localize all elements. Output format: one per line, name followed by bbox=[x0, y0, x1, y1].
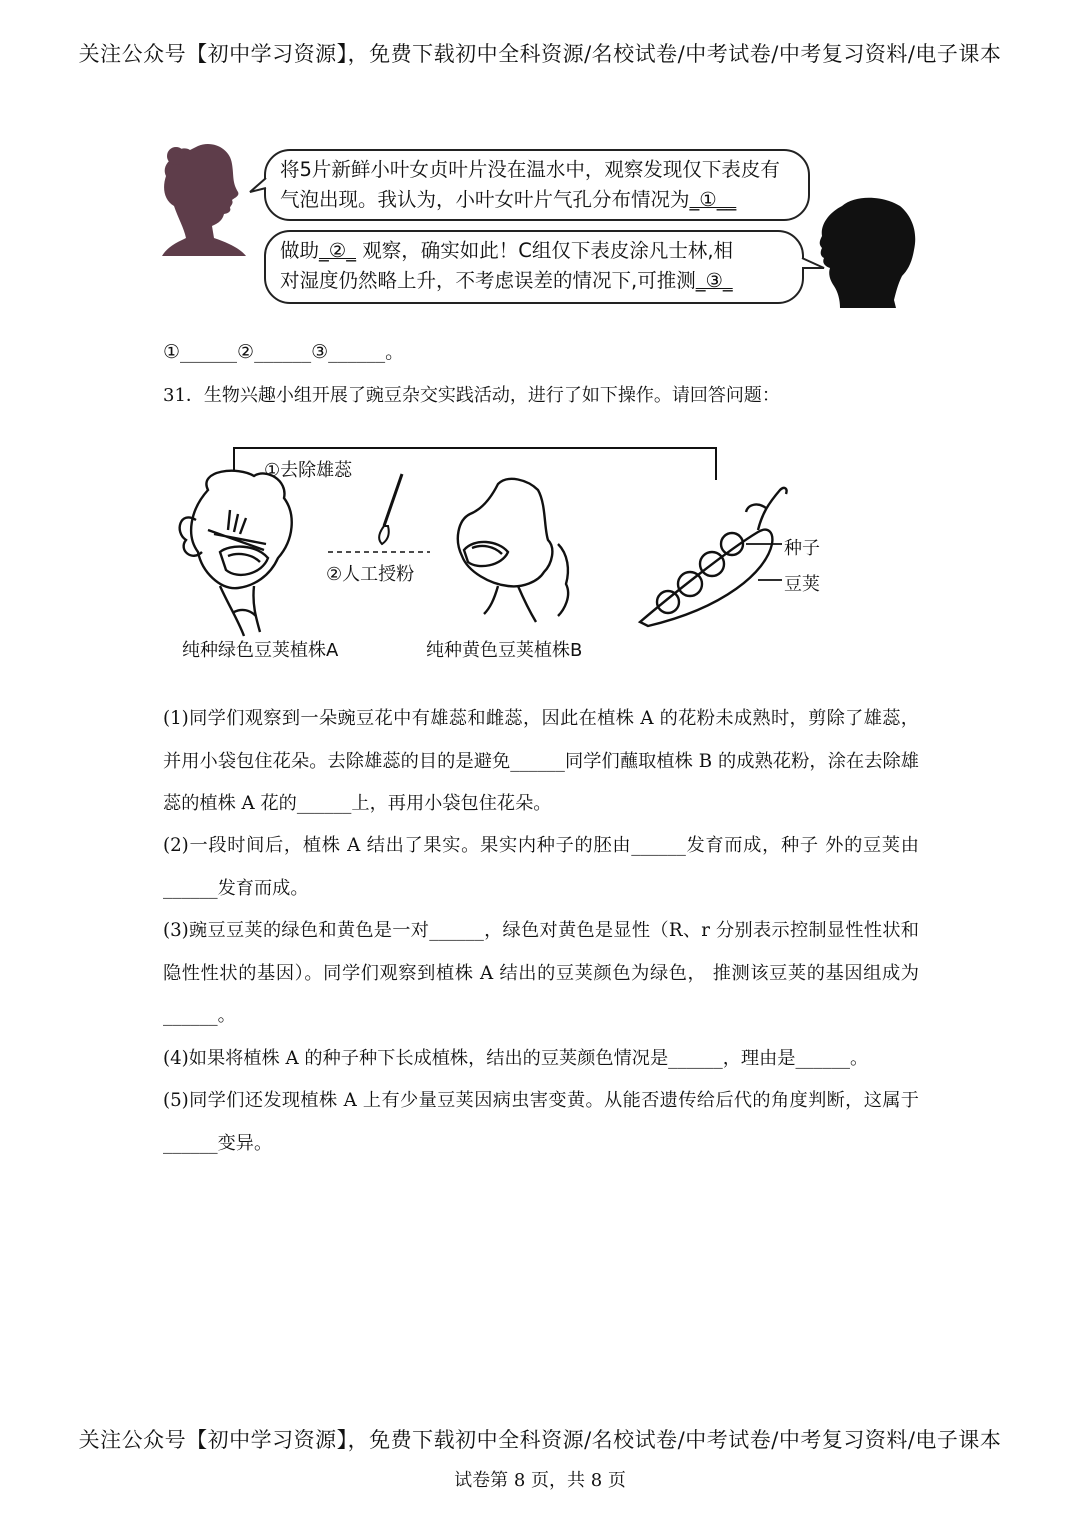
question-title: 31．生物兴趣小组开展了豌豆杂交实践活动，进行了如下操作。请回答问题： bbox=[163, 385, 780, 406]
flower-b-icon bbox=[458, 479, 568, 622]
question-part-1: (1)同学们观察到一朵豌豆花中有雄蕊和雌蕊，因此在植株 A 的花粉未成熟时，剪除了雄蕊，并用小袋包住花朵。去除雄蕊的目的是避免______同学们蘸取植株 B 的成熟花粉，涂在去除雄蕊的植株 A 花的______上，再用小袋包住花朵。 bbox=[163, 708, 919, 814]
speech-bubble-woman bbox=[264, 149, 810, 221]
plant-a-label: 纯种绿色豆荚植株A bbox=[182, 640, 339, 661]
question-part-5: (5)同学们还发现植株 A 上有少量豆荚因病虫害变黄。从能否遗传给后代的角度判断，这属于______变异。 bbox=[163, 1090, 919, 1154]
question-part-2: (2)一段时间后，植株 A 结出了果实。果实内种子的胚由______发育而成，种子 外的豆荚由______发育而成。 bbox=[163, 835, 919, 899]
bubble2-line1a: 做助 bbox=[280, 239, 320, 262]
page-number: 试卷第 8 页，共 8 页 bbox=[454, 1470, 626, 1491]
woman-silhouette-icon bbox=[160, 142, 248, 256]
speech-bubble-man bbox=[264, 230, 804, 304]
blank-2: _②_ bbox=[319, 239, 356, 262]
pea-cross-diagram bbox=[168, 440, 848, 670]
footer-banner: 关注公众号【初中学习资源】，免费下载初中全科资源/名校试卷/中考试卷/中考复习资料/电子课本 bbox=[78, 1428, 1002, 1452]
bubble2-line1b: 观察，确实如此！C组仅下表皮涂凡士林,相 bbox=[362, 239, 734, 262]
blank-3: _③_ bbox=[695, 269, 733, 292]
pea-pod-icon bbox=[640, 488, 787, 626]
bubble1-tail bbox=[248, 176, 268, 198]
bubble2-tail bbox=[800, 254, 826, 276]
plant-b-label: 纯种黄色豆荚植株B bbox=[426, 640, 583, 661]
bubble1-line2: 气泡出现。我认为，小叶女叶片气孔分布情况为 bbox=[280, 188, 690, 211]
seed-label: 种子 bbox=[784, 538, 820, 559]
header-banner: 关注公众号【初中学习资源】，免费下载初中全科资源/名校试卷/中考试卷/中考复习资料/电子课本 bbox=[78, 42, 1002, 66]
answer-line: ①______②______③______。 bbox=[163, 341, 405, 363]
blank-1: _①__ bbox=[689, 188, 737, 211]
question-part-4: (4)如果将植株 A 的种子种下长成植株，结出的豆荚颜色情况是______，理由是______。 bbox=[163, 1048, 869, 1069]
step1-label: ①去除雄蕊 bbox=[264, 460, 353, 481]
bubble2-line2: 对湿度仍然略上升，不考虑误差的情况下,可推测 bbox=[280, 269, 696, 292]
flower-a-icon bbox=[180, 471, 292, 636]
man-silhouette-icon bbox=[812, 196, 920, 308]
brush-icon bbox=[379, 474, 402, 544]
question-part-3: (3)豌豆豆荚的绿色和黄色是一对______，绿色对黄色是显性（R、r 分别表示控制显性性状和隐性性状的基因）。同学们观察到植株 A 结出的豆荚颜色为绿色， 推测该豆荚的基因组成为______。 bbox=[163, 920, 919, 1026]
pod-label: 豆荚 bbox=[784, 574, 820, 595]
step2-label: ②人工授粉 bbox=[326, 564, 415, 585]
bubble1-line1: 将5片新鲜小叶女贞叶片没在温水中，观察发现仅下表皮有 bbox=[280, 158, 780, 181]
